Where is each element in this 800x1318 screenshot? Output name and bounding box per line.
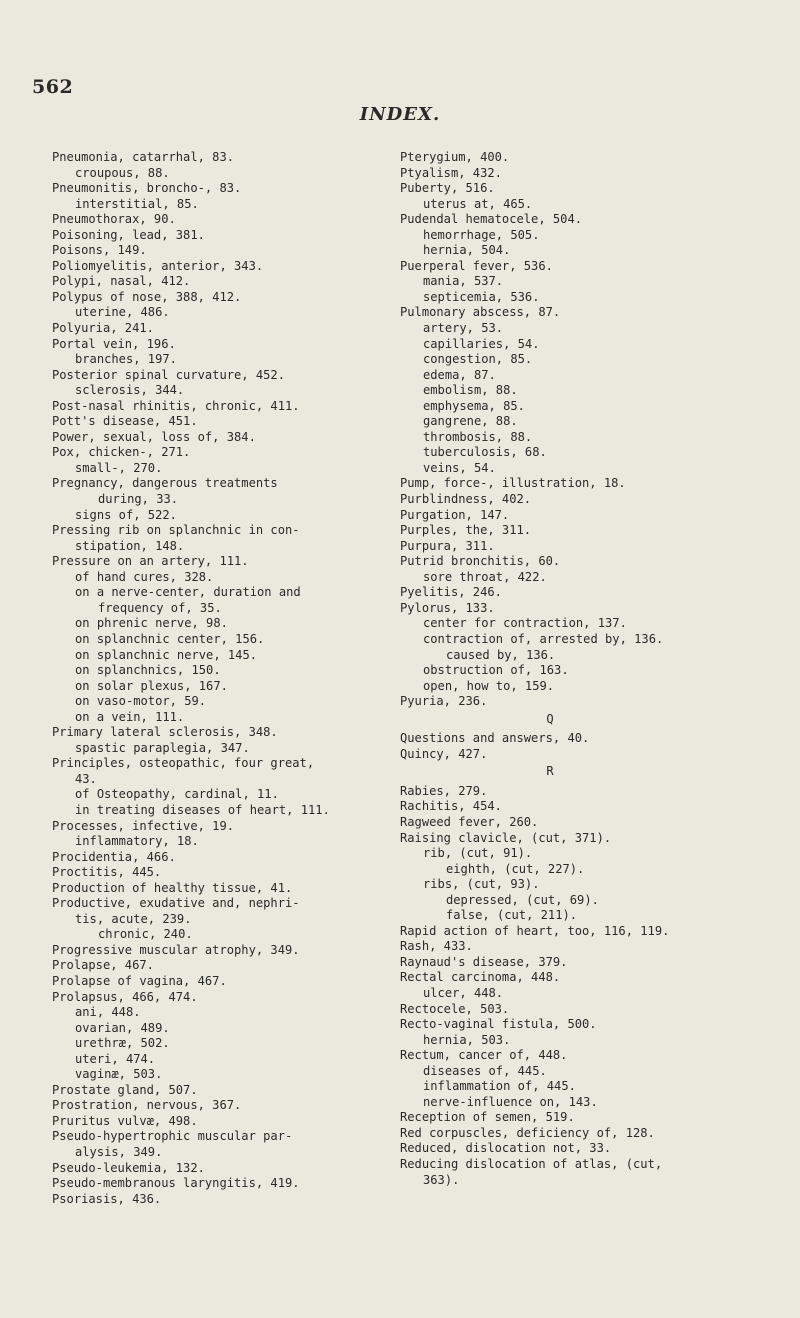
index-entry: Pseudo-leukemia, 132. — [52, 1160, 205, 1175]
index-entry: Pox, chicken-, 271. — [52, 445, 191, 460]
index-entry: Power, sexual, loss of, 384. — [52, 429, 256, 444]
index-entry: Poisoning, lead, 381. — [52, 227, 205, 242]
index-entry: Pseudo-membranous laryngitis, 419. — [52, 1176, 300, 1191]
index-subentry: alysis, 349. — [75, 1145, 163, 1159]
index-entry: Ptyalism, 432. — [400, 165, 502, 180]
index-entry: Post-nasal rhinitis, chronic, 411. — [52, 398, 300, 413]
index-subentry: of hand cures, 328. — [75, 569, 214, 584]
index-entry: Rapid action of heart, too, 116, 119. — [400, 923, 670, 938]
index-entry: Poisons, 149. — [52, 243, 147, 258]
index-subentry: spastic paraplegia, 347. — [75, 740, 250, 755]
index-subentry: ulcer, 448. — [423, 985, 504, 1000]
index-subentry: congestion, 85. — [423, 352, 533, 367]
index-entry: Purblindness, 402. — [400, 492, 532, 507]
index-subentry: eighth, (cut, 227). — [446, 861, 585, 876]
page-number: 562 — [32, 76, 74, 98]
index-entry: Recto-vaginal fistula, 500. — [400, 1017, 597, 1032]
index-subentry: frequency of, 35. — [98, 600, 222, 615]
index-subentry: obstruction of, 163. — [423, 663, 569, 678]
index-subentry: sore throat, 422. — [423, 569, 547, 584]
running-head: INDEX. — [359, 104, 441, 125]
index-entry: Progressive muscular atrophy, 349. — [52, 942, 300, 957]
index-entry: Pneumothorax, 90. — [52, 212, 176, 227]
index-subentry: small-, 270. — [75, 460, 163, 475]
index-subentry: diseases of, 445. — [423, 1063, 547, 1078]
index-entry: Pressure on an artery, 111. — [52, 554, 249, 569]
index-entry: Purgation, 147. — [400, 507, 510, 522]
index-entry: Pneumonitis, broncho-, 83. — [52, 181, 242, 196]
index-entry: Quincy, 427. — [400, 746, 488, 761]
index-subentry: in treating diseases of heart, 111. — [75, 802, 330, 817]
index-subentry: on splanchnic center, 156. — [75, 631, 265, 646]
index-subentry: on a vein, 111. — [75, 709, 185, 724]
index-entry: Reducing dislocation of atlas, (cut, — [400, 1157, 663, 1171]
index-entry: Prolapse, 467. — [52, 958, 154, 973]
index-entry: Psoriasis, 436. — [52, 1191, 162, 1206]
index-subentry: vaginæ, 503. — [75, 1067, 163, 1082]
index-entry: Questions and answers, 40. — [400, 731, 590, 746]
index-entry: Putrid bronchitis, 60. — [400, 554, 561, 569]
section-letter: R — [546, 764, 554, 779]
index-subentry: center for contraction, 137. — [423, 616, 627, 631]
index-entry: Puberty, 516. — [400, 181, 495, 196]
index-entry: Pump, force-, illustration, 18. — [400, 476, 626, 491]
index-entry: Polypi, nasal, 412. — [52, 274, 191, 289]
index-subentry: signs of, 522. — [75, 507, 177, 522]
index-subentry: sclerosis, 344. — [75, 383, 185, 398]
index-subentry: uterus at, 465. — [423, 196, 533, 211]
index-entry: Rectal carcinoma, 448. — [400, 970, 561, 985]
index-entry: Pudendal hematocele, 504. — [400, 212, 583, 227]
index-entry: Pulmonary abscess, 87. — [400, 305, 561, 320]
index-subentry: artery, 53. — [423, 321, 504, 336]
index-subentry: on vaso-motor, 59. — [75, 694, 207, 709]
index-entry: Pregnancy, dangerous treatments — [52, 476, 278, 491]
index-entry: Rectocele, 503. — [400, 1001, 510, 1016]
index-subentry: branches, 197. — [75, 352, 177, 367]
index-subentry: on phrenic nerve, 98. — [75, 616, 228, 631]
index-subentry: false, (cut, 211). — [446, 908, 578, 923]
index-subentry: mania, 537. — [423, 274, 504, 289]
index-subentry: interstitial, 85. — [75, 196, 199, 211]
index-entry: Puerperal fever, 536. — [400, 258, 553, 273]
index-column-right — [400, 150, 790, 1188]
index-subentry: stipation, 148. — [75, 538, 185, 553]
index-subentry: on splanchnic nerve, 145. — [75, 647, 258, 662]
index-entry: Production of healthy tissue, 41. — [52, 880, 293, 895]
index-column-left — [52, 150, 402, 1207]
index-entry: Reception of semen, 519. — [400, 1110, 575, 1125]
index-subentry: during, 33. — [98, 492, 179, 507]
index-subentry: tuberculosis, 68. — [423, 445, 547, 460]
index-entry: Purples, the, 311. — [400, 523, 532, 538]
index-entry: Polyuria, 241. — [52, 321, 154, 336]
index-entry: Rectum, cancer of, 448. — [400, 1048, 568, 1063]
index-entry: Pylorus, 133. — [400, 600, 495, 615]
index-entry: Prolapsus, 466, 474. — [52, 989, 198, 1004]
index-subentry: gangrene, 88. — [423, 414, 518, 429]
index-subentry: septicemia, 536. — [423, 289, 540, 304]
index-entry: Pseudo-hypertrophic muscular par- — [52, 1129, 293, 1144]
index-subentry: ribs, (cut, 93). — [423, 877, 540, 892]
section-letter: Q — [546, 711, 554, 726]
index-subentry: on splanchnics, 150. — [75, 663, 221, 678]
index-entry: Poliomyelitis, anterior, 343. — [52, 258, 264, 273]
index-entry: Reduced, dislocation not, 33. — [400, 1141, 612, 1156]
index-subentry: urethræ, 502. — [75, 1036, 170, 1051]
index-subentry: capillaries, 54. — [423, 336, 540, 351]
index-subentry: inflammation of, 445. — [423, 1079, 576, 1094]
index-entry: Processes, infective, 19. — [52, 818, 235, 833]
index-entry: Pott's disease, 451. — [52, 414, 198, 429]
index-subentry: ovarian, 489. — [75, 1020, 170, 1035]
index-entry: Raynaud's disease, 379. — [400, 954, 568, 969]
index-entry: Procidentia, 466. — [52, 849, 176, 864]
index-subentry: ani, 448. — [75, 1005, 141, 1020]
index-subentry: hemorrhage, 505. — [423, 227, 540, 242]
index-entry: Pterygium, 400. — [400, 150, 510, 164]
index-entry: Pyelitis, 246. — [400, 585, 502, 600]
index-subentry: tis, acute, 239. — [75, 911, 192, 926]
index-subentry: inflammatory, 18. — [75, 834, 199, 849]
index-entry: Polypus of nose, 388, 412. — [52, 289, 242, 304]
index-entry: Ragweed fever, 260. — [400, 814, 539, 829]
index-subentry: on a nerve-center, duration and — [75, 585, 301, 600]
index-subentry: hernia, 504. — [423, 243, 511, 258]
index-subentry: embolism, 88. — [423, 383, 518, 398]
index-subentry: uterine, 486. — [75, 305, 170, 320]
index-entry: Pruritus vulvæ, 498. — [52, 1113, 198, 1128]
index-subentry: thrombosis, 88. — [423, 429, 533, 444]
index-entry: Pyuria, 236. — [400, 694, 488, 709]
index-entry: Prostate gland, 507. — [52, 1082, 198, 1097]
index-entry: Raising clavicle, (cut, 371). — [400, 830, 612, 845]
index-entry: Pressing rib on splanchnic in con- — [52, 523, 300, 538]
index-subentry: depressed, (cut, 69). — [446, 892, 599, 907]
index-entry: Pneumonia, catarrhal, 83. — [52, 150, 235, 164]
index-entry: Rachitis, 454. — [400, 799, 502, 814]
index-entry: Portal vein, 196. — [52, 336, 176, 351]
index-subentry: 363). — [423, 1172, 460, 1187]
index-subentry: chronic, 240. — [98, 927, 193, 942]
index-entry: Rabies, 279. — [400, 783, 488, 798]
index-subentry: edema, 87. — [423, 367, 496, 382]
index-subentry: open, how to, 159. — [423, 678, 555, 693]
index-subentry: of Osteopathy, cardinal, 11. — [75, 787, 279, 802]
index-entry: Prostration, nervous, 367. — [52, 1098, 242, 1113]
index-subentry: veins, 54. — [423, 460, 496, 475]
index-subentry: rib, (cut, 91). — [423, 846, 533, 861]
index-entry: Productive, exudative and, nephri- — [52, 896, 300, 911]
index-subentry: 43. — [75, 771, 97, 786]
index-subentry: emphysema, 85. — [423, 398, 525, 413]
index-subentry: on solar plexus, 167. — [75, 678, 228, 693]
index-subentry: contraction of, arrested by, 136. — [423, 631, 664, 646]
index-subentry: hernia, 503. — [423, 1032, 511, 1047]
index-entry: Rash, 433. — [400, 939, 473, 954]
index-entry: Purpura, 311. — [400, 538, 495, 553]
index-subentry: caused by, 136. — [446, 647, 556, 662]
index-entry: Principles, osteopathic, four great, — [52, 756, 315, 771]
index-subentry: croupous, 88. — [75, 165, 170, 180]
index-entry: Primary lateral sclerosis, 348. — [52, 725, 278, 740]
index-subentry: uteri, 474. — [75, 1051, 156, 1066]
index-subentry: nerve-influence on, 143. — [423, 1094, 598, 1109]
index-entry: Proctitis, 445. — [52, 865, 162, 880]
index-entry: Red corpuscles, deficiency of, 128. — [400, 1125, 655, 1140]
index-entry: Prolapse of vagina, 467. — [52, 973, 227, 988]
index-entry: Posterior spinal curvature, 452. — [52, 367, 285, 382]
